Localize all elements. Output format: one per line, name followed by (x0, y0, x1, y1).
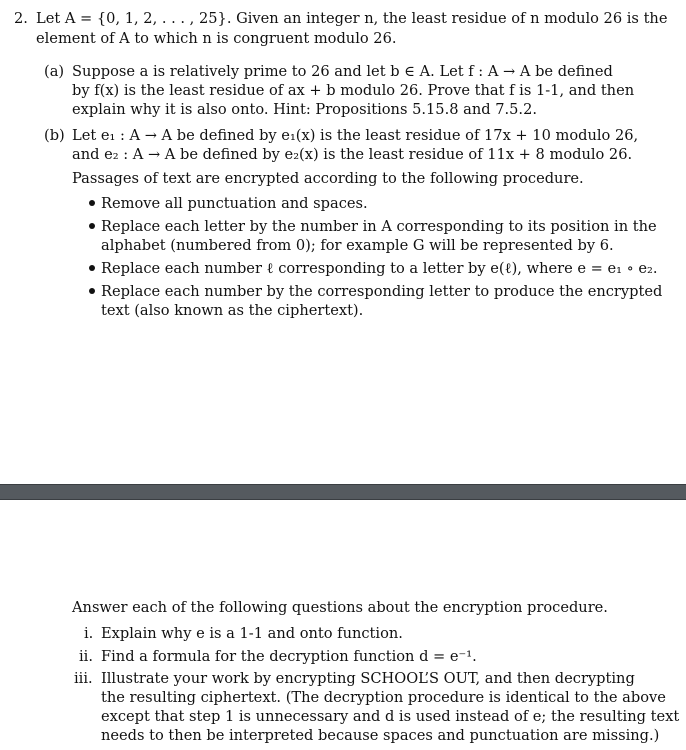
bullet-4 (89, 288, 95, 294)
step-2-line-2: alphabet (numbered from 0); for example G will be represented by 6. (101, 237, 614, 254)
step-3-line-1: Replace each number ℓ corresponding to a letter by e(ℓ), where e = e₁ ∘ e₂. (101, 260, 658, 277)
step-2-line-1: Replace each letter by the number in A corresponding to its position in the (101, 218, 657, 235)
question-i-line-1: Explain why e is a 1-1 and onto function. (101, 625, 403, 642)
question-i-label: i. (84, 625, 94, 642)
bullet-3 (89, 265, 95, 271)
step-4-line-2: text (also known as the ciphertext). (101, 302, 364, 319)
question-ii-label: ii. (79, 648, 93, 665)
part-a-label: (a) (44, 63, 65, 80)
part-a-line-3: explain why it is also onto. Hint: Propositions 5.15.8 and 7.5.2. (72, 101, 537, 118)
questions-intro: Answer each of the following questions about the encryption procedure. (72, 599, 608, 616)
problem-number: 2. (14, 10, 28, 27)
step-4-line-1: Replace each number by the corresponding letter to produce the encrypted (101, 283, 663, 300)
question-iii-line-2: the resulting ciphertext. (The decryption procedure is identical to the above (101, 689, 666, 706)
part-b-line-1: Let e₁ : A → A be defined by e₁(x) is the least residue of 17x + 10 modulo 26, (72, 127, 639, 144)
question-iii-label: iii. (74, 670, 93, 687)
procedure-intro: Passages of text are encrypted according to the following procedure. (72, 170, 584, 187)
page-divider (0, 484, 686, 500)
problem-intro-line-1: Let A = {0, 1, 2, . . . , 25}. Given an integer n, the least residue of n modulo 26 is the (36, 10, 668, 27)
part-a-line-1: Suppose a is relatively prime to 26 and let b ∈ A. Let f : A → A be defined (72, 63, 613, 80)
bullet-2 (89, 223, 95, 229)
question-iii-line-3: except that step 1 is unnecessary and d is used instead of e; the resulting text (101, 708, 680, 725)
question-iii-line-1: Illustrate your work by encrypting SCHOOL’S OUT, and then decrypting (101, 670, 635, 687)
question-ii-line-1: Find a formula for the decryption function d = e⁻¹. (101, 648, 477, 665)
question-iii-line-4: needs to then be interpreted because spaces and punctuation are missing.) (101, 727, 660, 744)
bullet-1 (89, 200, 95, 206)
part-b-line-2: and e₂ : A → A be defined by e₂(x) is the least residue of 11x + 8 modulo 26. (72, 146, 633, 163)
step-1-line-1: Remove all punctuation and spaces. (101, 195, 368, 212)
part-b-label: (b) (44, 127, 65, 144)
part-a-line-2: by f(x) is the least residue of ax + b modulo 26. Prove that f is 1-1, and then (72, 82, 635, 99)
problem-intro-line-2: element of A to which n is congruent modulo 26. (36, 30, 397, 47)
